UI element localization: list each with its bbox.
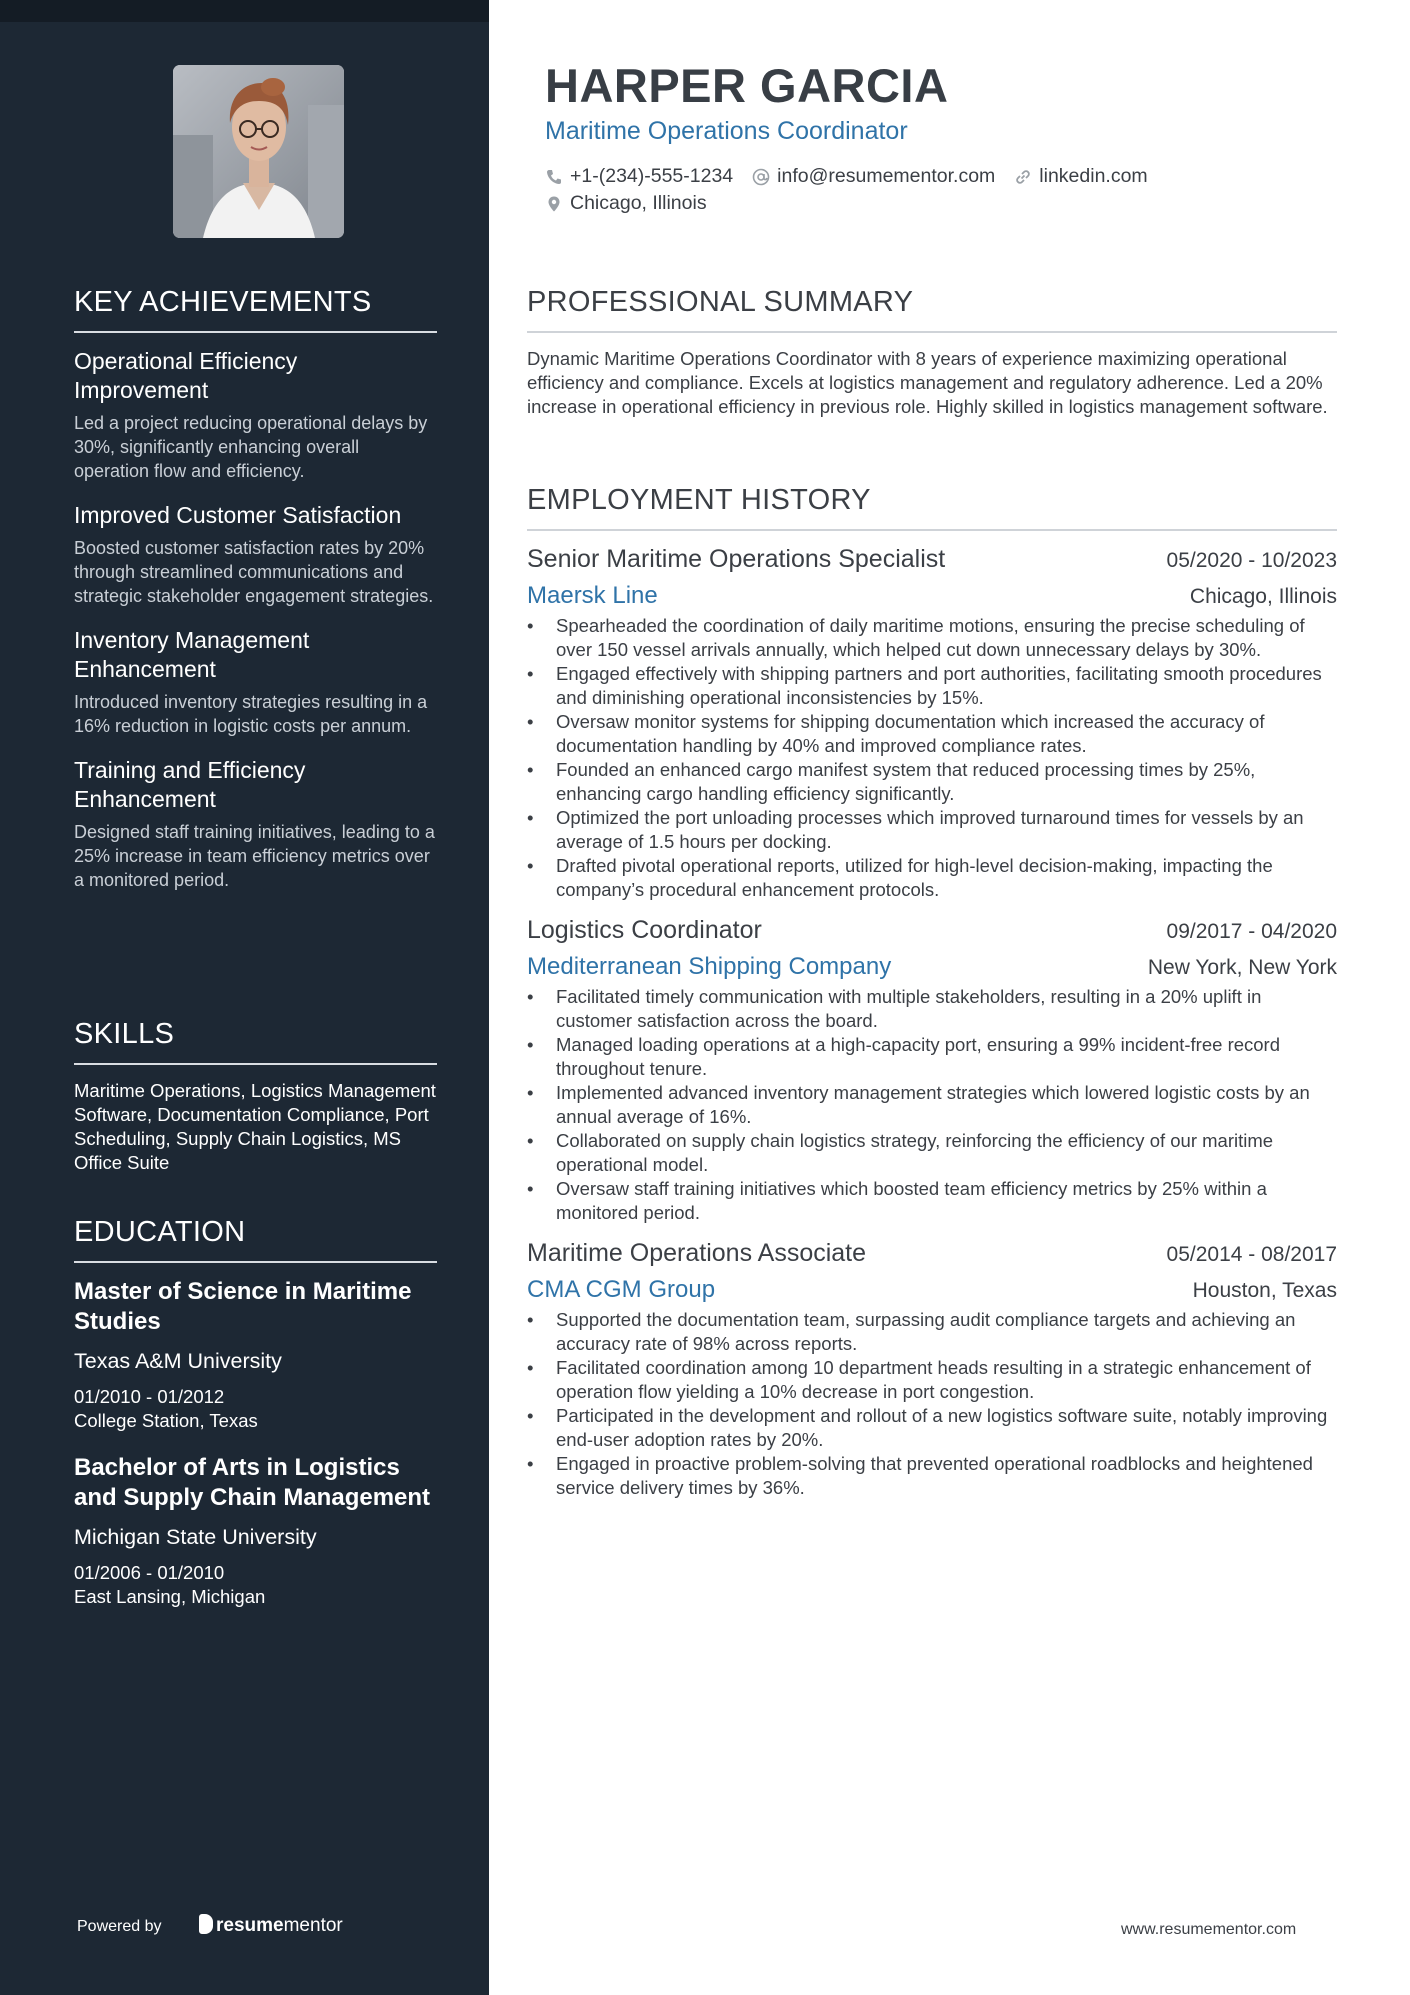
company-name: CMA CGM Group [527,1276,716,1303]
education-school: Michigan State University [74,1525,317,1549]
company-name: Maersk Line [527,582,658,609]
job-location: Chicago, Illinois [1189,585,1337,608]
professional-summary-text: Dynamic Maritime Operations Coordinator with 8 years of experience maximizing operational efficiency and compliance. Excels at logistics management and regulatory adherence. Led a 20% increase in operational efficiency in previous role. Highly skilled in logistics management software. [527,348,1328,417]
achievement-title: Operational Efficiency Improvement [74,348,298,403]
candidate-name: HARPER GARCIA [545,59,949,112]
achievement-description: Designed staff training initiatives, leading to a 25% increase in team efficiency metrics over a monitored period. [74,822,435,890]
achievement-item [74,626,437,738]
professional-summary-title: PROFESSIONAL SUMMARY [527,286,1337,333]
job-bullet: • Collaborated on supply chain logistics strategy, reinforcing the efficiency of our maritime operational model. [527,1129,1337,1177]
job-bullet: • Oversaw staff training initiatives which boosted team efficiency metrics by 25% within a monitored period. [527,1177,1337,1225]
contact-location [545,192,707,215]
brand-light-text: mentor [283,1915,343,1936]
powered-by-label: Powered by [77,1918,162,1935]
contact-info [545,163,1325,217]
job-bullet: • Facilitated coordination among 10 department heads resulting in a strategic enhancement of operation flow yielding a 10% decrease in port congestion. [527,1356,1337,1404]
portrait-image [173,65,344,238]
main-content [527,0,1337,1995]
resumementor-logo-icon [199,1914,213,1934]
job-entry [527,545,1337,902]
sidebar-top-bar [0,0,489,22]
profile-photo [173,65,344,238]
skills-list: Maritime Operations, Logistics Management Software, Documentation Compliance, Port Scheduling, Supply Chain Logistics, MS Office Suite [74,1080,436,1173]
phone-text: +1-(234)-555-1234 [570,165,734,187]
linkedin-text: linkedin.com [1039,165,1148,187]
job-bullet: • Founded an enhanced cargo manifest system that reduced processing times by 25%, enhancing cargo handling efficiency significantly. [527,758,1337,806]
education-school: Texas A&M University [74,1349,282,1373]
achievement-title: Improved Customer Satisfaction [74,502,402,528]
education-section [74,1216,437,1629]
job-title: Maritime Operations Associate [527,1239,867,1267]
job-entry [527,1239,1337,1500]
at-sign-icon [752,168,770,186]
education-location: College Station, Texas [74,1410,258,1431]
skills-section [74,1018,437,1175]
job-entry [527,916,1337,1225]
job-location: Houston, Texas [1192,1279,1337,1302]
email-text: info@resumementor.com [777,165,996,187]
achievement-title: Training and Efficiency Enhancement [74,757,306,812]
job-bullet: • Spearheaded the coordination of daily maritime motions, ensuring the precise scheduling of over 150 vessel arrivals annually, which helped cut down unnecessary delays by 30%. [527,614,1337,662]
location-pin-icon [545,195,563,213]
resumementor-logo[interactable] [199,1914,343,1937]
achievement-description: Introduced inventory strategies resulting in a 16% reduction in logistic costs per annum. [74,692,428,736]
employment-history-title: EMPLOYMENT HISTORY [527,484,1337,531]
job-bullets [527,614,1337,902]
job-bullets [527,985,1337,1225]
job-bullet: • Engaged in proactive problem-solving that prevented operational roadblocks and heightened service delivery times by 36%. [527,1452,1337,1500]
education-dates: 01/2006 - 01/2010 [74,1562,225,1583]
contact-email[interactable] [752,165,995,188]
education-item [74,1453,437,1609]
contact-linkedin[interactable] [1014,165,1147,188]
footer-website-link[interactable]: www.resumementor.com [1121,1921,1297,1938]
education-degree: Bachelor of Arts in Logistics and Supply Chain Management [74,1454,431,1511]
education-dates: 01/2010 - 01/2012 [74,1386,225,1407]
education-location: East Lansing, Michigan [74,1586,266,1607]
job-bullet: • Supported the documentation team, surpassing audit compliance targets and achieving an accuracy rate of 98% across reports. [527,1308,1337,1356]
key-achievements-section [74,286,437,910]
job-bullet: • Drafted pivotal operational reports, utilized for high-level decision-making, impacting the company’s procedural enhancement protocols. [527,854,1337,902]
job-bullet: • Engaged effectively with shipping partners and port authorities, facilitating smooth procedures and diminishing operational inconsistencies by 15%. [527,662,1337,710]
education-degree: Master of Science in Maritime Studies [74,1278,412,1335]
job-location: New York, New York [1147,956,1337,979]
location-text: Chicago, Illinois [570,192,707,214]
brand-bold-text: resume [216,1915,284,1936]
professional-summary-section [527,286,1337,419]
link-icon [1014,168,1032,186]
job-title: Senior Maritime Operations Specialist [527,545,946,573]
job-bullet: • Managed loading operations at a high-capacity port, ensuring a 99% incident-free record throughout tenure. [527,1033,1337,1081]
achievement-item [74,756,437,892]
job-dates: 09/2017 - 04/2020 [1166,920,1337,943]
company-name: Mediterranean Shipping Company [527,953,892,980]
education-item [74,1277,437,1433]
key-achievements-title: KEY ACHIEVEMENTS [74,286,437,333]
job-bullets [527,1308,1337,1500]
job-bullet: • Participated in the development and rollout of a new logistics software suite, notably improving end-user adoption rates by 20%. [527,1404,1337,1452]
achievement-title: Inventory Management Enhancement [74,627,310,682]
job-bullet: • Implemented advanced inventory management strategies which lowered logistic costs by an annual average of 16%. [527,1081,1337,1129]
candidate-role: Maritime Operations Coordinator [545,117,908,145]
job-bullet: • Facilitated timely communication with multiple stakeholders, resulting in a 20% uplift in customer satisfaction across the board. [527,985,1337,1033]
job-bullet: • Oversaw monitor systems for shipping documentation which increased the accuracy of documentation handling by 40% and improved compliance rates. [527,710,1337,758]
job-bullet: • Optimized the port unloading processes which improved turnaround times for vessels by an average of 1.5 hours per docking. [527,806,1337,854]
achievement-item [74,347,437,483]
achievement-item [74,501,437,608]
sidebar [0,0,489,1995]
employment-history-section [527,484,1337,1514]
contact-phone[interactable] [545,165,733,188]
achievement-description: Led a project reducing operational delays by 30%, significantly enhancing overall operation flow and efficiency. [74,413,428,481]
achievement-description: Boosted customer satisfaction rates by 20% through streamlined communications and strategic stakeholder engagement strategies. [74,538,434,606]
job-dates: 05/2014 - 08/2017 [1166,1243,1337,1266]
phone-icon [545,168,563,186]
job-dates: 05/2020 - 10/2023 [1166,549,1337,572]
education-title: EDUCATION [74,1216,437,1263]
job-title: Logistics Coordinator [527,916,762,944]
skills-title: SKILLS [74,1018,437,1065]
